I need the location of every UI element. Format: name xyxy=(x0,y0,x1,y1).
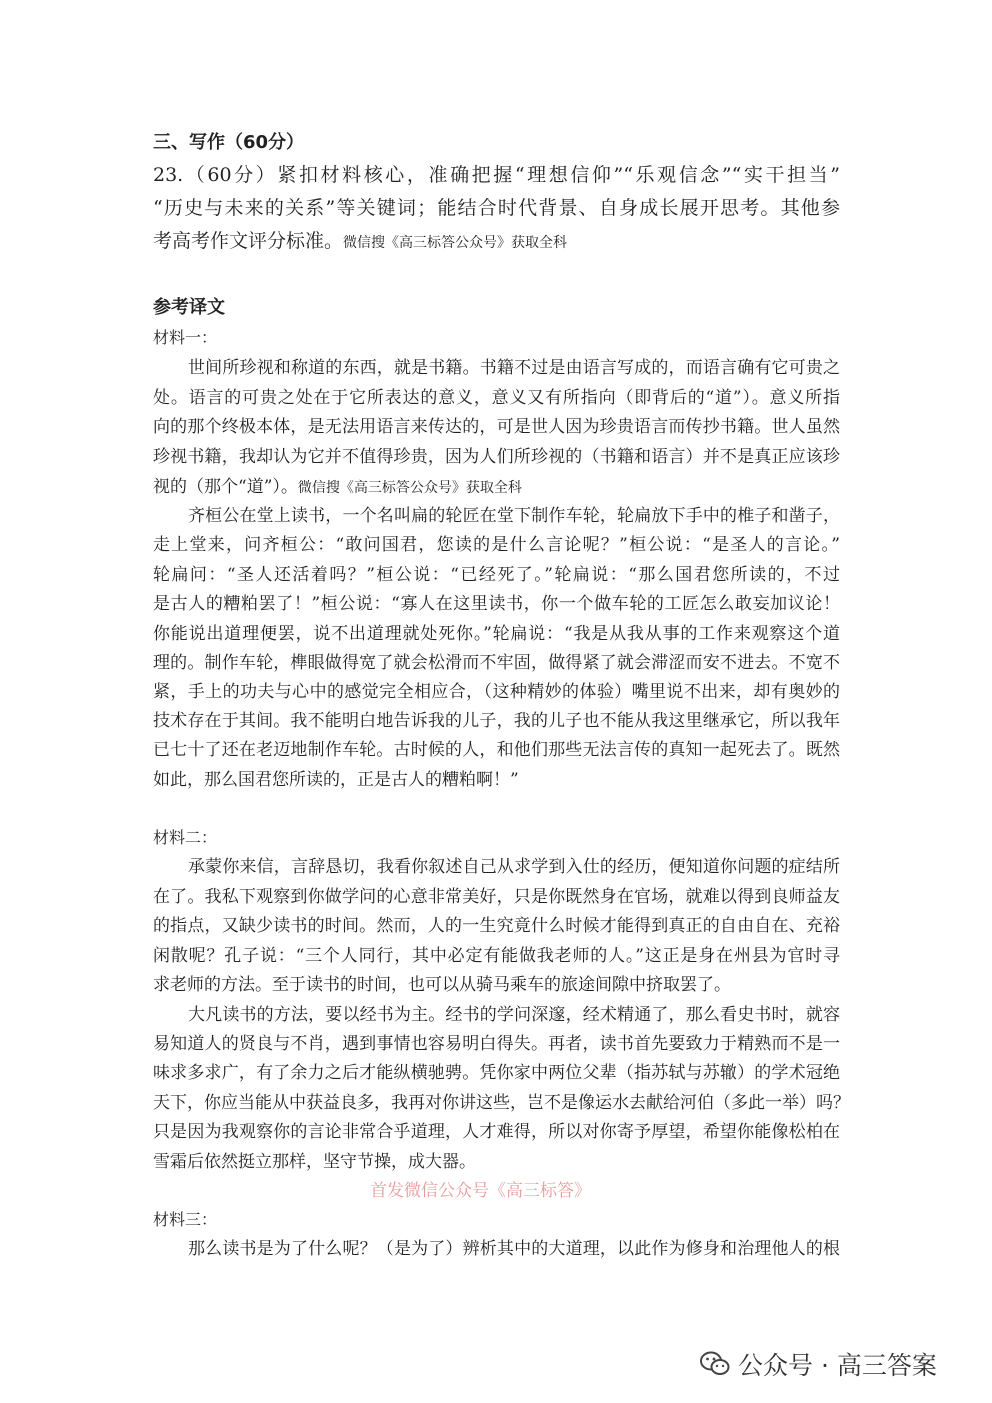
watermark: 首发微信公众号《高三标答》 xyxy=(370,1181,591,1201)
line-text: 易知道人的贤良与不肖，遇到事情也容易明白得失。再者，读书首先要致力于精熟而不是一 xyxy=(153,1034,840,1054)
line-text: 材料一： xyxy=(153,328,218,347)
paragraph-line xyxy=(188,856,840,878)
line-text: 轮扁问：“圣人还活着吗？”桓公说：“已经死了。”轮扁说：“那么国君您所读的，不过 xyxy=(153,565,840,585)
paragraph-line xyxy=(153,652,840,674)
paragraph-line xyxy=(153,886,840,908)
paragraph-line xyxy=(153,1151,840,1173)
paragraph-line xyxy=(153,1092,850,1114)
paragraph-line xyxy=(153,739,840,761)
line-text: 如此，那么国君您所读的，正是古人的糟粕啊！” xyxy=(153,770,519,790)
question-line xyxy=(153,164,840,186)
paragraph-line xyxy=(153,593,840,615)
line-text: 齐桓公在堂上读书，一个名叫扁的轮匠在堂下制作车轮，轮扁放下手中的椎子和凿子， xyxy=(188,506,840,526)
line-text: 那么读书是为了什么呢？（是为了）辨析其中的大道理，以此作为修身和治理他人的根 xyxy=(188,1239,840,1259)
footer-text: 公众号 · 高三答案 xyxy=(738,1351,937,1380)
line-text: 技术存在于其间。我不能明白地告诉我的儿子，我的儿子也不能从我这里继承它，所以我年 xyxy=(153,711,840,731)
paragraph-line xyxy=(188,357,840,379)
line-text: 世间所珍视和称道的东西，就是书籍。书籍不过是由语言写成的，而语言确有它可贵之 xyxy=(188,358,840,378)
line-text: 你能说出道理便罢，说不出道理就处死你。”轮扁说：“我是从我从事的工作来观察这个道 xyxy=(153,624,840,644)
line-text: 雪霜后依然挺立那样，坚守节操，成大器。 xyxy=(153,1152,476,1172)
paragraph-line xyxy=(153,387,840,409)
line-text: 紧，手上的功夫与心中的感觉完全相应合，（这种精妙的体验）嘴里说不出来，却有奥妙的 xyxy=(153,682,840,702)
section-title xyxy=(153,132,840,154)
paragraph-line xyxy=(153,915,840,937)
line-text: 材料二： xyxy=(153,828,218,847)
line-text: 走上堂来，问齐桓公：“敢问国君，您读的是什么言论呢？”桓公说：“是圣人的言论。” xyxy=(153,535,840,555)
line-text: 只是因为我观察你的言论非常合乎道理，人才难得，所以对你寄予厚望，希望你能像松柏在 xyxy=(153,1122,840,1142)
paragraph-line xyxy=(153,1121,840,1143)
paragraph-line xyxy=(188,1238,840,1260)
line-text: 大凡读书的方法，要以经书为主。经书的学问深邃，经术精通了，那么看史书时，就容 xyxy=(188,1005,840,1025)
line-text: 天下，你应当能从中获益良多，我再对你讲这些，岂不是像运水去献给河伯（多此一举）吗？ xyxy=(153,1093,850,1113)
paragraph-line xyxy=(153,1062,840,1084)
line-text: 参考译文 xyxy=(153,297,225,318)
paragraph-line xyxy=(188,505,840,527)
line-text: 处。语言的可贵之处在于它所表达的意义，意义又有所指向（即背后的“道”）。意义所指 xyxy=(153,388,840,408)
paragraph-line xyxy=(153,476,840,499)
paragraph-line xyxy=(153,1033,840,1055)
line-text: 味求多求广，有了余力之后才能纵横驰骋。凭你家中两位父辈（指苏轼与苏辙）的学术冠绝 xyxy=(153,1063,840,1083)
line-text: 在了。我私下观察到你做学问的心意非常美好，只是你既然身在官场，就难以得到良师益友 xyxy=(153,887,840,907)
paragraph-line xyxy=(153,710,840,732)
line-text: 的指点，又缺少读书的时间。然而，人的一生究竟什么时候才能得到真正的自由自在、充裕 xyxy=(153,916,840,936)
question-line xyxy=(153,197,840,219)
line-text: 考高考作文评分标准。 xyxy=(153,230,344,252)
paragraph-line xyxy=(188,1004,840,1026)
line-text: 是古人的糟粕罢了！”桓公说：“寡人在这里读书，你一个做车轮的工匠怎么敢妄加议论！ xyxy=(153,594,840,614)
line-text: 求老师的方法。至于读书的时间，也可以从骑马乘车的旅途间隙中挤取罢了。 xyxy=(153,975,731,995)
paragraph-line xyxy=(153,534,840,556)
line-text: 闲散呢？孔子说：“三个人同行，其中必定有能做我老师的人。”这正是身在州县为官时寻 xyxy=(153,946,840,966)
promo-note: 微信搜《高三标答公众号》获取全科 xyxy=(297,480,522,496)
line-text: 承蒙你来信，言辞恳切，我看你叙述自己从求学到入仕的经历，便知道你问题的症结所 xyxy=(188,857,840,877)
line-text: 三、写作（60分） xyxy=(153,132,305,153)
footer-brand xyxy=(700,1346,937,1382)
paragraph-line xyxy=(153,974,840,996)
translation-title xyxy=(153,297,840,319)
material-label xyxy=(153,327,840,349)
line-text: 珍视书籍，我却认为它并不值得珍贵，因为人们所珍视的（书籍和语言）并不是真正应该珍 xyxy=(153,447,840,467)
line-text: 理的。制作车轮，榫眼做得宽了就会松滑而不牢固，做得紧了就会滞涩而安不进去。不宽不 xyxy=(153,653,840,673)
material-label xyxy=(153,1209,840,1231)
question-line xyxy=(153,230,840,254)
line-text: 向的那个终极本体，是无法用语言来传达的，可是世人因为珍贵语言而传抄书籍。世人虽然 xyxy=(153,417,840,437)
paragraph-line xyxy=(153,623,840,645)
paragraph-line xyxy=(153,681,840,703)
line-text: 视的（那个“道”）。 xyxy=(153,477,298,497)
material-label xyxy=(153,827,840,849)
paragraph-line xyxy=(153,769,840,791)
paragraph-line xyxy=(153,446,840,468)
paragraph-line xyxy=(153,564,840,586)
paragraph-line xyxy=(153,945,840,967)
paragraph-line xyxy=(153,416,840,438)
promo-note: 微信搜《高三标答公众号》获取全科 xyxy=(343,235,568,251)
line-text: 23.（60分）紧扣材料核心，准确把握“理想信仰”“乐观信念”“实干担当” xyxy=(153,164,840,186)
line-text: “历史与未来的关系”等关键词；能结合时代背景、自身成长展开思考。其他参 xyxy=(153,197,840,219)
wechat-icon xyxy=(700,1351,730,1377)
line-text: 已七十了还在老迈地制作车轮。古时候的人，和他们那些无法言传的真知一起死去了。既然 xyxy=(153,740,840,760)
line-text: 材料三： xyxy=(153,1210,218,1229)
